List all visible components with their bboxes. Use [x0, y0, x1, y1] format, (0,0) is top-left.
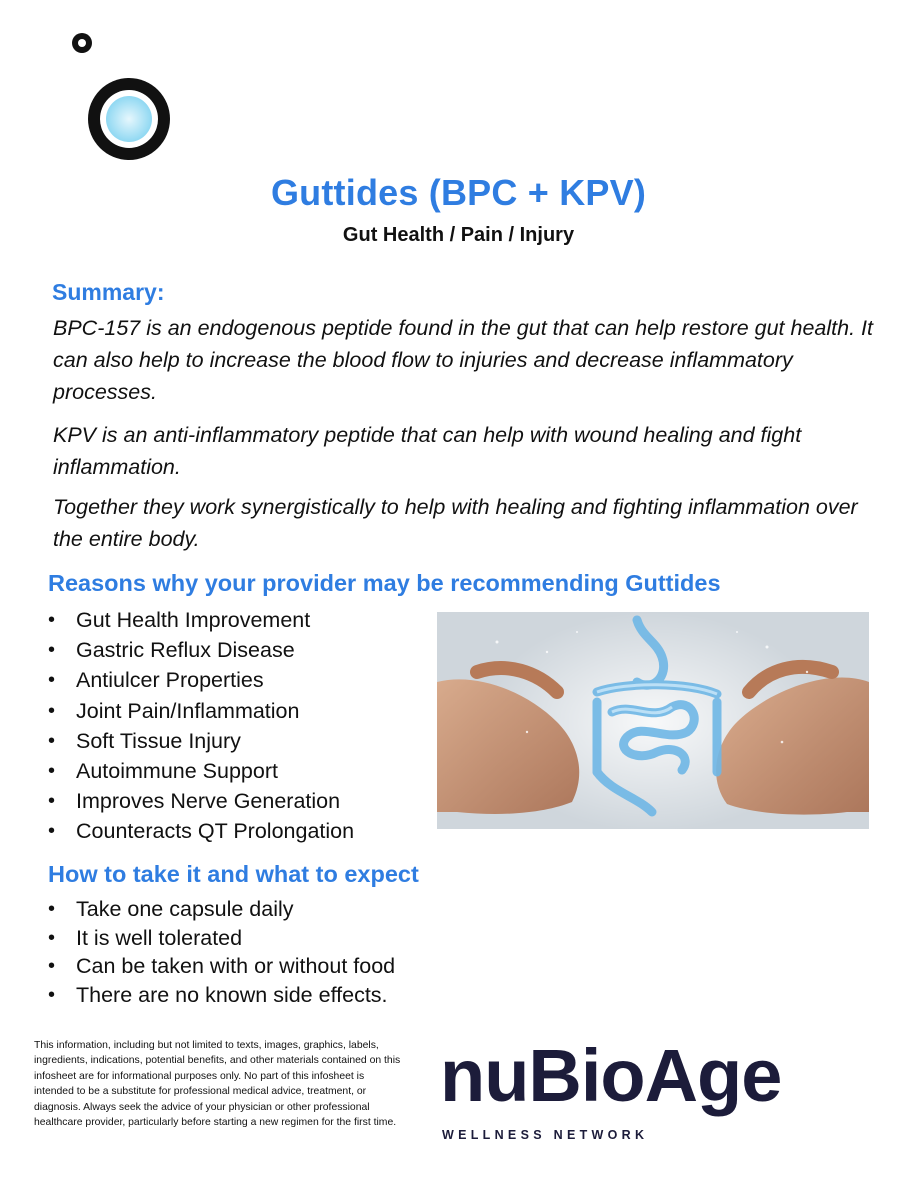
- list-item: • Can be taken with or without food: [48, 952, 395, 981]
- page-title: Guttides (BPC + KPV): [270, 172, 647, 213]
- disclaimer-text: This information, including but not limited to texts, images, graphics, labels, ingredients, indications, potential benefits, and other materials contained on this infosheet are for informational purposes only. No part of this infosheet is intended to be a substitute for professional medical advice, treatment, or diagnosis. Always seek the advice of your physician or other professional healthcare provider, particularly before starting a new regimen for the first time.: [34, 1040, 401, 1129]
- list-item: • Gut Health Improvement: [48, 605, 354, 635]
- summary-heading: Summary:: [52, 279, 165, 305]
- summary-paragraph-bpc: BPC-157 is an endogenous peptide found in the gut that can help restore gut health. It can also help to increase the blood flow to injuries and decrease inflammatory processes.: [53, 316, 873, 404]
- list-item: • Joint Pain/Inflammation: [48, 696, 354, 726]
- list-item: • It is well tolerated: [48, 924, 395, 953]
- summary-paragraph-together: Together they work synergistically to help with healing and fighting inflammation over the entire body.: [53, 495, 858, 551]
- reasons-heading: Reasons why your provider may be recommending Guttides: [48, 570, 721, 596]
- brand-name: nuBioAge: [440, 1034, 782, 1117]
- list-item: • Take one capsule daily: [48, 895, 395, 924]
- gut-illustration-image: [437, 612, 869, 829]
- list-item: • Autoimmune Support: [48, 756, 354, 786]
- brand-tagline: WELLNESS NETWORK: [442, 1128, 649, 1142]
- list-item: • Soft Tissue Injury: [48, 726, 354, 756]
- howto-list: [48, 895, 395, 1010]
- list-item: • Antiulcer Properties: [48, 665, 354, 695]
- brand-logo: [440, 1032, 880, 1142]
- list-item: • Counteracts QT Prolongation: [48, 816, 354, 846]
- reasons-list: [48, 605, 354, 847]
- list-item: • Improves Nerve Generation: [48, 786, 354, 816]
- circle-logo-icon: [64, 28, 184, 168]
- howto-heading: How to take it and what to expect: [48, 861, 419, 887]
- summary-paragraph-kpv: KPV is an anti-inflammatory peptide that can help with wound healing and fight inflammation.: [53, 423, 802, 479]
- list-item: • Gastric Reflux Disease: [48, 635, 354, 665]
- list-item: • There are no known side effects.: [48, 981, 395, 1010]
- page-subtitle: Gut Health / Pain / Injury: [342, 224, 575, 246]
